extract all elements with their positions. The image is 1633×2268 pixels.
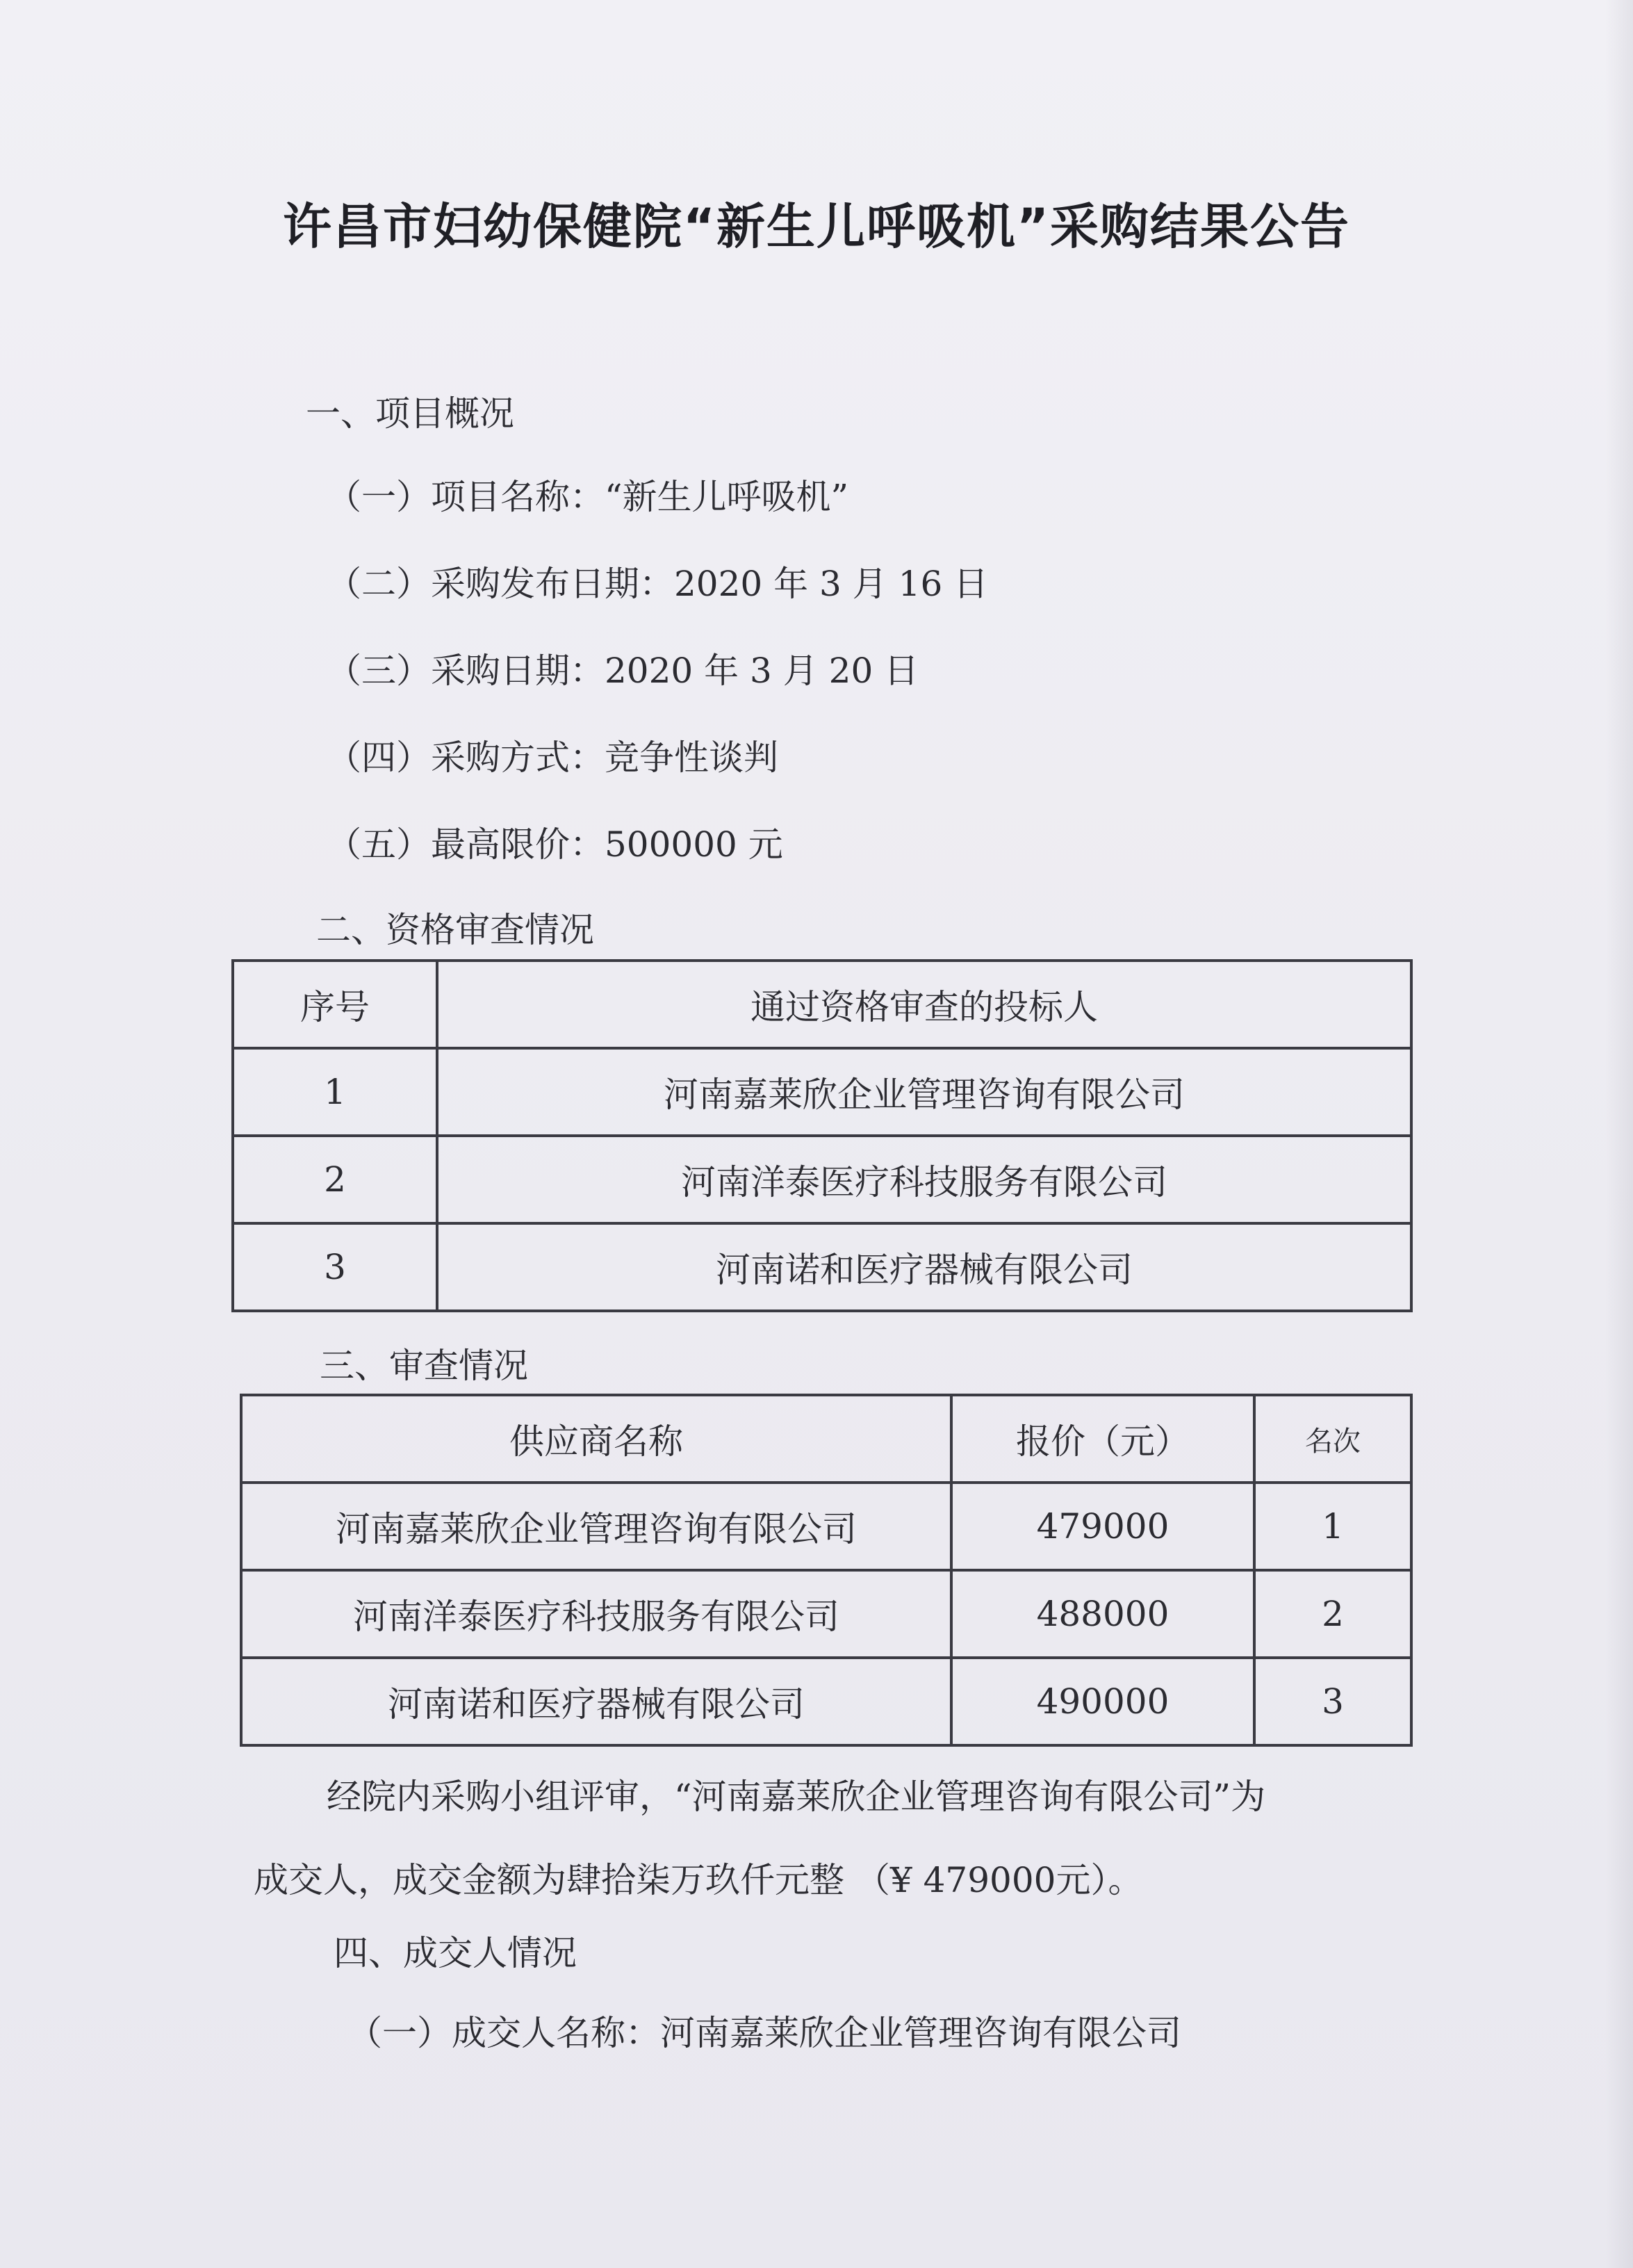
table-row <box>241 1483 1411 1570</box>
row-index: 3 <box>233 1223 437 1311</box>
winner-name-line: （一）成交人名称：河南嘉莱欣企业管理咨询有限公司 <box>347 2013 1181 2053</box>
table-row <box>233 1136 1411 1223</box>
max-price-line: （五）最高限价：500000 元 <box>327 824 783 865</box>
table-header-row <box>233 961 1411 1048</box>
project-name-line: （一）项目名称：“新生儿呼吸机” <box>327 477 849 517</box>
table-row <box>241 1658 1411 1745</box>
review-table <box>240 1394 1413 1747</box>
row-rank: 2 <box>1254 1570 1411 1658</box>
row-price: 479000 <box>951 1483 1254 1570</box>
row-supplier: 河南洋泰医疗科技服务有限公司 <box>241 1570 951 1658</box>
publish-date-line: （二）采购发布日期：2020 年 3 月 16 日 <box>327 564 989 604</box>
row-bidder: 河南诺和医疗器械有限公司 <box>437 1223 1411 1311</box>
section2-heading: 二、资格审查情况 <box>316 910 594 950</box>
row-bidder: 河南嘉莱欣企业管理咨询有限公司 <box>437 1048 1411 1136</box>
row-index: 2 <box>233 1136 437 1223</box>
section3-heading: 三、审查情况 <box>320 1346 528 1386</box>
section1-heading: 一、项目概况 <box>306 393 514 434</box>
column-header-rank: 名次 <box>1254 1395 1411 1483</box>
conclusion-line-1: 经院内采购小组评审，“河南嘉莱欣企业管理咨询有限公司”为 <box>327 1777 1266 1817</box>
column-header-supplier: 供应商名称 <box>241 1395 951 1483</box>
row-price: 490000 <box>951 1658 1254 1745</box>
document-title: 许昌市妇幼保健院“新生儿呼吸机”采购结果公告 <box>282 198 1350 255</box>
purchase-method-line: （四）采购方式：竞争性谈判 <box>327 737 778 778</box>
purchase-date-line: （三）采购日期：2020 年 3 月 20 日 <box>327 651 919 691</box>
qualification-table <box>231 959 1413 1312</box>
row-bidder: 河南洋泰医疗科技服务有限公司 <box>437 1136 1411 1223</box>
table-row <box>233 1223 1411 1311</box>
row-supplier: 河南嘉莱欣企业管理咨询有限公司 <box>241 1483 951 1570</box>
table-row <box>233 1048 1411 1136</box>
row-price: 488000 <box>951 1570 1254 1658</box>
column-header-index: 序号 <box>233 961 437 1048</box>
row-rank: 3 <box>1254 1658 1411 1745</box>
scan-shadow <box>1605 0 1633 2268</box>
row-supplier: 河南诺和医疗器械有限公司 <box>241 1658 951 1745</box>
column-header-bidder: 通过资格审查的投标人 <box>437 961 1411 1048</box>
table-row <box>241 1570 1411 1658</box>
row-index: 1 <box>233 1048 437 1136</box>
conclusion-line-2: 成交人，成交金额为肆拾柒万玖仟元整 （¥ 479000元）。 <box>254 1860 1143 1900</box>
section4-heading: 四、成交人情况 <box>334 1933 577 1973</box>
column-header-price: 报价（元） <box>951 1395 1254 1483</box>
row-rank: 1 <box>1254 1483 1411 1570</box>
table-header-row <box>241 1395 1411 1483</box>
